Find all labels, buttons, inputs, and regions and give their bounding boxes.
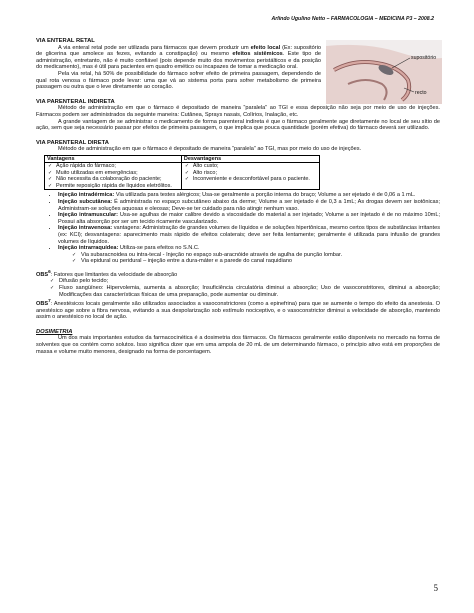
route-text: vantagens: Administração de grandes volumes de líquidos e de soluções hipertônicas, mesmo certos tipos de substâncias irritantes (ex: KCl); desvantagens: aparecimento mais rápido de efeitos colaterais; deve ser feita lentamente; geralmente é utilizada para infusão de grandes volumes de líquidos. [58, 225, 440, 245]
route-name: Injeção subcutânea: [58, 199, 113, 205]
retal-text [36, 45, 321, 91]
intrarraquidea-sublist [58, 252, 440, 265]
running-header: Arlindo Ugulino Netto – FARMACOLOGIA – MEDICINA P3 – 2008.2 [271, 16, 434, 22]
advantages-disadvantages-table [44, 155, 320, 191]
route-name: Injeção intramuscular: [58, 212, 119, 219]
route-name: Injeção intravenosa: [58, 225, 113, 232]
advantage-item: ✓ Ação rápida do fármaco; [47, 163, 179, 170]
disadvantage-item: ✓ Inconveniente e desconfortável para o paciente. [184, 176, 317, 183]
route-item-intravenosa [58, 225, 440, 245]
section-title-dosimetria [36, 329, 440, 336]
advantages-cell [45, 163, 182, 190]
obs6-intro-text: : Fatores que limitantes da velocidade de absorção [50, 271, 178, 278]
intrarraquidea-subitem: ✓ Via subaracnoidea ou intra-tecal - Injeção no espaço sub-aracnóide através de agulha de punção lombar. [72, 252, 440, 259]
obs7-label: OBS [36, 301, 49, 308]
route-text: Usa-se agulhas de maior calibre devido a viscosidade do material a ser injetado; Volume a ser injetado é de no máximo 10mL; Possui alta absorção por ser um tecido ricamente vascularizado. [58, 212, 441, 225]
section-retal [36, 38, 440, 96]
route-item-intradermica [58, 192, 440, 199]
retal-p1-a: A via enteral retal pode ser utilizada para fármacos que devem produzir um [58, 44, 251, 51]
obs7-paragraph [36, 298, 440, 321]
obs7-block [36, 298, 440, 321]
page-number: 5 [433, 583, 438, 593]
obs6-block [36, 269, 440, 298]
section-title-direta: VIA PARENTERAL DIRETA [36, 139, 109, 146]
advantage-item: ✓ Não necessita da colaboração do paciente; [47, 176, 179, 183]
section-title-retal: VIA ENTERAL RETAL [36, 38, 95, 44]
route-text: Utiliza-se para efeitos no S.N.C. [118, 245, 200, 252]
section-title-indireta: VIA PARENTERAL INDIRETA [36, 98, 115, 105]
injection-routes-list [36, 192, 440, 265]
retal-p1-c: (Ex: supositório de glicerina que amolece as fezes, evitando a constipação) ou mesmo [36, 44, 321, 58]
route-item-subcutanea [58, 199, 440, 212]
obs7-text: : Anestésicos locais geralmente são utilizados associados a vasoconstrictores (como a epinefrina) para que se aumente o tempo do efeito da anestesia. O anestésico age sobre a fibra nervosa, evitando a sua despolarização sob estímulo nociceptivo, e o vasoconstrictor diminui a velocidade de absorção, mantendo assim o anestésico no local de ação. [36, 301, 440, 321]
route-name: Injeção intrarraquídea: [58, 245, 119, 252]
route-name: Injeção intradérmica: [58, 192, 115, 199]
dosimetria-paragraph-1: Um dos mais importantes estudos da farmacocinética é a dosimetria dos fármacos. Os fármacos geralmente estão disponíveis no mercado na forma de solventes que os contém como solutos. Isso significa dizer que em uma ampola de 20 mL de um determinando fármaco, o princípio ativo está em proporções de massa e volume muito menores, designado na forma de porcentagem. [36, 335, 440, 355]
section-parenteral-direta [36, 140, 440, 265]
obs7-sup: 7 [48, 298, 51, 304]
spacer [36, 321, 440, 329]
indireta-paragraph-2: A grande vantagem de se administrar o medicamento de forma parenteral indireta é que o fármaco geralmente age diretamente no local de seu sítio de ação, sem que seja necessário passar por efeitos de primeira passagem, o que implica que pouca quantidade (porém efetiva) do fármaco deverá ser utilizado. [36, 118, 440, 132]
table-header-disadvantages: Desvantagens [181, 155, 319, 163]
route-text: Via utilizada para testes alérgicos; Usa-se geralmente a porção interna do braço; Volume a ser ejetado é de 0,06 a 1 mL. [114, 192, 416, 199]
intrarraquidea-subitem: ✓ Via epidural ou peridural – injeção entre a dura-máter e a parede do canal raquidiano [72, 258, 440, 265]
retal-p1-e: . Este tipo de administração, entretanto, não é muito confiável (pois depende muito dos movimentos peristálticos e da posição do medicamento), mas é útil para pacientes em quadro emético ou incapazes de tomar a medicação oral. [36, 51, 321, 71]
retal-p1-bold-sistemicos: efeitos sistêmicos [232, 51, 283, 58]
dosimetria-title-text: DOSIMETRIA [36, 328, 73, 335]
retal-paragraph-2: Pela via retal, há 50% de possibilidade do fármaco sofrer efeito de primeira passagem, dependendo de qual rota venosa o fármaco pode levar: uma que vá ao sistema porta para sofrer metabolismo de primeira passagem ou outra que o leve diretamente ao coração. [36, 70, 321, 91]
disadvantage-item: ✓ Alto custo; [184, 163, 317, 170]
route-item-intrarraquidea [58, 245, 440, 265]
advantage-item: ✓ Permite reposição rápida de líquidos eletrólitos. [47, 183, 179, 190]
direta-paragraph-1: Método de administração em que o fármaco é depositado de maneira “paralela” ao TGI, mas por meio do uso de injeções. [58, 146, 362, 153]
route-item-intramuscular [58, 212, 440, 225]
obs6-sup: 6 [48, 268, 51, 274]
obs6-item: ✓ Difusão pelo tecido; [50, 278, 440, 285]
retal-paragraph-1 [36, 45, 321, 71]
obs6-label: OBS [36, 271, 49, 278]
obs6-list [36, 278, 440, 298]
section-dosimetria [36, 329, 440, 355]
page-body [36, 38, 440, 355]
obs6-intro [36, 269, 440, 278]
table-header-advantages: Vantagens [45, 155, 182, 163]
figure-label-rectum: recto [415, 90, 427, 96]
disadvantages-cell [181, 163, 319, 190]
retal-p1-bold-local: efeito local [250, 44, 281, 51]
spacer [36, 132, 440, 140]
route-text: É administrada no espaço subcutâneo abaixo da derme; Volume a ser injetado é de 0,3 a 1mL; As drogas devem ser isotônicas; Administram-se soluções aquosas e oleosas; Deve-se ter cuidado para não atingir nenhum vaso. [58, 199, 440, 212]
disadvantage-item: ✓ Alto risco; [184, 170, 317, 177]
figure-label-suppository: supositório [411, 55, 437, 61]
advantage-item: ✓ Muito utilizadas em emergências; [47, 170, 179, 177]
indireta-paragraph-1: Método de administração em que o fármaco é depositado de maneira “paralela” ao TGI e essa deposição não seja por meio de uso de injeções. Fármacos podem ser administrados da seguinte maneira: Cutânea, Sprays nasais, Colírios, Inalação, etc. [36, 105, 440, 118]
obs6-item: ✓ Fluxo sangüíneo: Hipervolemia, aumenta a absorção; Insuficiência circulatória diminui a absorção; Uso de vasoconstritores, diminui a absorção; Modificações das características físicas de uma preparação, pode aumentar ou diminuir. [50, 285, 440, 298]
rectal-anatomy-figure [326, 40, 442, 104]
